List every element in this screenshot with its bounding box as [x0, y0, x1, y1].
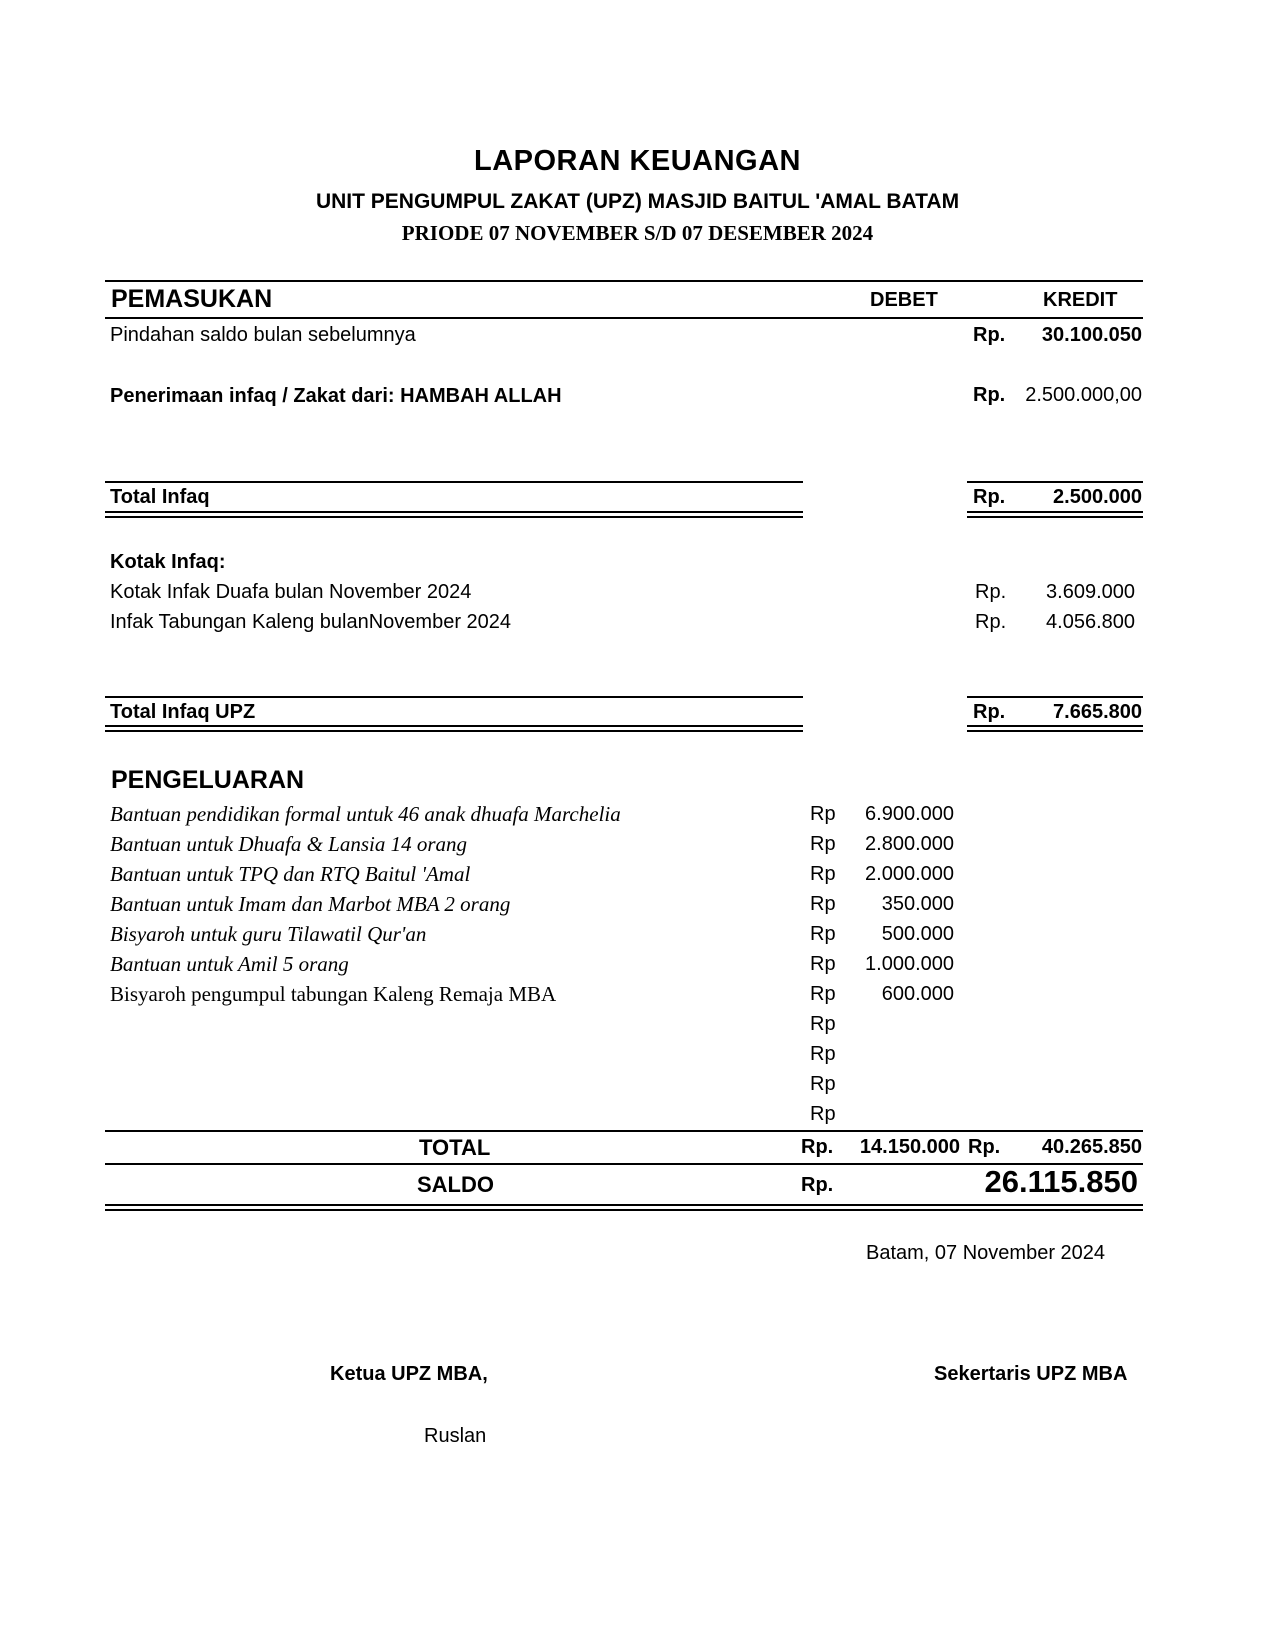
expense-item-amount: 6.900.000: [865, 803, 954, 825]
previous-balance-label: Pindahan saldo bulan sebelumnya: [110, 324, 416, 346]
expense-item-currency: Rp: [810, 923, 836, 945]
box-item-label: Infak Tabungan Kaleng bulanNovember 2024: [110, 611, 512, 633]
report-period: PRIODE 07 NOVEMBER S/D 07 DESEMBER 2024: [401, 221, 874, 245]
expense-item-currency: Rp: [810, 953, 836, 975]
kredit-column-header: KREDIT: [1043, 289, 1118, 311]
secretary-title: Sekertaris UPZ MBA: [934, 1363, 1128, 1385]
expense-item-label: Bantuan untuk Imam dan Marbot MBA 2 orang: [110, 892, 511, 916]
total-debet-amount: 14.150.000: [859, 1136, 960, 1158]
expense-empty-currency: Rp: [810, 1043, 836, 1065]
total-upz-double-rule: [105, 725, 803, 732]
total-upz-currency: Rp.: [973, 701, 1006, 723]
total-infaq-amount-double-rule: [967, 511, 1143, 518]
total-upz-amount: 7.665.800: [1053, 701, 1142, 723]
previous-balance-amount: 30.100.050: [1041, 324, 1142, 346]
donation-label: Penerimaan infaq / Zakat dari: HAMBAH ALLAH: [110, 385, 562, 407]
total-infaq-amount: 2.500.000: [1053, 486, 1142, 508]
total-upz-label: Total Infaq UPZ: [110, 701, 256, 723]
box-item-currency: Rp.: [975, 611, 1007, 633]
total-infaq-currency: Rp.: [973, 486, 1006, 508]
total-infaq-double-rule: [105, 511, 803, 518]
total-infaq-amount-top-rule: [967, 481, 1143, 483]
table-top-rule: [105, 280, 1143, 282]
total-kredit-currency: Rp.: [968, 1136, 1001, 1158]
total-upz-amount-double-rule: [967, 725, 1143, 732]
table-header-rule: [105, 317, 1143, 319]
total-infaq-top-rule: [105, 481, 803, 483]
expense-item-amount: 1.000.000: [865, 953, 954, 975]
expense-empty-currency: Rp: [810, 1073, 836, 1095]
expense-item-currency: Rp: [810, 863, 836, 885]
donation-currency: Rp.: [973, 384, 1006, 406]
expense-item-label: Bantuan untuk Amil 5 orang: [110, 952, 349, 976]
total-kredit-amount: 40.265.850: [1041, 1136, 1142, 1158]
expense-item-label: Bantuan untuk TPQ dan RTQ Baitul 'Amal: [110, 862, 471, 886]
total-label: TOTAL: [419, 1135, 491, 1160]
total-upz-top-rule: [105, 696, 803, 698]
donation-amount: 2.500.000,00: [1025, 384, 1142, 406]
expense-item-label: Bisyaroh pengumpul tabungan Kaleng Remaja MBA: [110, 982, 557, 1006]
saldo-label: SALDO: [417, 1172, 494, 1197]
chair-name: Ruslan: [424, 1425, 487, 1447]
report-subtitle: UNIT PENGUMPUL ZAKAT (UPZ) MASJID BAITUL 'AMAL BATAM: [315, 190, 960, 213]
box-item-label: Kotak Infak Duafa bulan November 2024: [110, 581, 472, 603]
saldo-double-rule: [105, 1204, 1143, 1211]
saldo-amount: 26.115.850: [984, 1164, 1138, 1199]
expense-item-label: Bantuan pendidikan formal untuk 46 anak dhuafa Marchelia: [110, 802, 621, 826]
total-infaq-label: Total Infaq: [110, 486, 210, 508]
expense-item-amount: 2.800.000: [865, 833, 954, 855]
expense-empty-currency: Rp: [810, 1013, 836, 1035]
expense-item-amount: 2.000.000: [865, 863, 954, 885]
expense-item-currency: Rp: [810, 803, 836, 825]
box-item-amount: 3.609.000: [1046, 581, 1135, 603]
expense-item-currency: Rp: [810, 833, 836, 855]
income-section-heading: PEMASUKAN: [111, 285, 273, 313]
box-item-amount: 4.056.800: [1046, 611, 1135, 633]
expense-empty-currency: Rp: [810, 1103, 836, 1125]
saldo-currency: Rp.: [801, 1174, 834, 1196]
previous-balance-currency: Rp.: [973, 324, 1006, 346]
expense-item-amount: 500.000: [881, 923, 954, 945]
expense-item-currency: Rp: [810, 983, 836, 1005]
total-upz-amount-top-rule: [967, 696, 1143, 698]
expense-item-label: Bisyaroh untuk guru Tilawatil Qur'an: [110, 922, 427, 946]
report-title: LAPORAN KEUANGAN: [474, 145, 801, 177]
debet-column-header: DEBET: [870, 289, 938, 311]
expense-item-currency: Rp: [810, 893, 836, 915]
expense-item-amount: 600.000: [881, 983, 954, 1005]
chair-title: Ketua UPZ MBA,: [330, 1363, 488, 1385]
expense-item-amount: 350.000: [881, 893, 954, 915]
total-debet-currency: Rp.: [801, 1136, 834, 1158]
total-top-rule: [105, 1130, 1143, 1132]
expense-item-label: Bantuan untuk Dhuafa & Lansia 14 orang: [110, 832, 468, 856]
expense-section-heading: PENGELUARAN: [111, 766, 305, 794]
place-date: Batam, 07 November 2024: [866, 1242, 1106, 1264]
box-infaq-heading: Kotak Infaq:: [110, 551, 226, 573]
box-item-currency: Rp.: [975, 581, 1007, 603]
